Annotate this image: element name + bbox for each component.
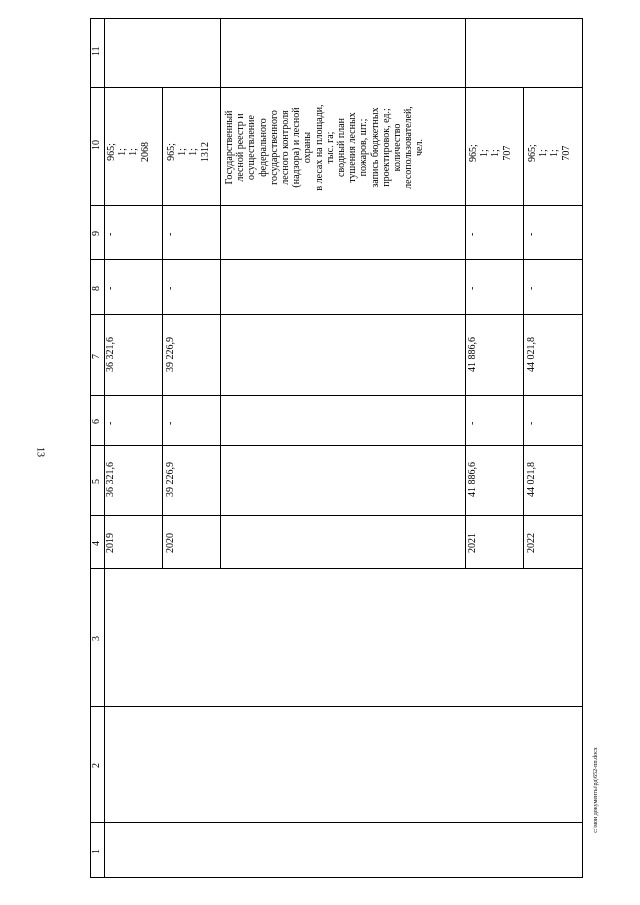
col-sep-3-2 [90, 706, 583, 707]
col-header: 8 [91, 286, 102, 291]
col-header: 6 [91, 419, 102, 424]
row-value-cell: - [165, 286, 176, 290]
row-sep-2019-2020 [162, 87, 163, 569]
row-value-cell: 36 321,6 [105, 337, 116, 372]
row-code-cell: 965; 1; 1; 707 [468, 144, 513, 162]
row-value-cell: 41 886,6 [467, 337, 478, 372]
row-sep-2020-section [220, 18, 221, 569]
row-code-cell: 965; 1; 1; 1312 [166, 142, 211, 162]
col-header: 11 [91, 46, 102, 56]
footer-file-path: c:\мои документы\рд\652-пп.docx [593, 747, 599, 833]
col-header: 7 [91, 354, 102, 359]
col-header: 4 [91, 541, 102, 546]
row-value-cell: 44 021,8 [526, 337, 537, 372]
col-sep-11-10 [90, 87, 583, 88]
table-border-bottom [90, 877, 583, 878]
page-number: 13 [34, 447, 46, 457]
col-header: 5 [91, 479, 102, 484]
row-value-cell: - [165, 421, 176, 425]
row-value-cell: 41 886,6 [467, 462, 478, 497]
row-value-cell: - [105, 232, 116, 236]
col-header: 1 [91, 849, 102, 854]
col-header: 3 [91, 636, 102, 641]
row-value-cell: 44 021,8 [526, 462, 537, 497]
col-header: 2 [91, 763, 102, 768]
row-value-cell: - [467, 286, 478, 290]
col-sep-2-1 [90, 822, 583, 823]
header-row-separator [104, 18, 105, 878]
row-year-cell: 2022 [526, 533, 537, 553]
col-sep-5-4 [90, 515, 583, 516]
row-code-cell: 965; 1; 1; 2068 [106, 142, 151, 162]
row-sep-section-2021 [465, 18, 466, 569]
col-sep-4-3 [90, 568, 583, 569]
table-border-top [90, 18, 583, 19]
row-value-cell: - [105, 286, 116, 290]
row-value-cell: - [467, 232, 478, 236]
row-value-cell: - [526, 421, 537, 425]
col-header: 10 [91, 140, 102, 150]
col-sep-9-8 [90, 259, 583, 260]
table-border-right [582, 18, 583, 878]
row-value-cell: - [526, 232, 537, 236]
section-description: Государственный лесной реестр и осуществление федерального государственного лесного контроля (надзора) и лесной охраны в лесах на площади, тыс. га; сводный план тушения лесных пожаров, шт.; запись бюджетных проектировок, ед.; количество лесопользователей, чел. [224, 104, 426, 191]
row-value-cell: - [526, 286, 537, 290]
row-value-cell: 39 226,9 [165, 462, 176, 497]
row-value-cell: 39 226,9 [165, 337, 176, 372]
col-sep-6-5 [90, 445, 583, 446]
row-value-cell: 36 321,6 [105, 462, 116, 497]
row-value-cell: - [165, 232, 176, 236]
row-year-cell: 2020 [165, 533, 176, 553]
col-sep-8-7 [90, 314, 583, 315]
col-sep-10-9 [90, 205, 583, 206]
col-sep-7-6 [90, 395, 583, 396]
row-value-cell: - [105, 421, 116, 425]
row-year-cell: 2021 [467, 533, 478, 553]
row-value-cell: - [467, 421, 478, 425]
row-year-cell: 2019 [105, 533, 116, 553]
col-header: 9 [91, 231, 102, 236]
row-sep-2021-2022 [523, 87, 524, 569]
row-code-cell: 965; 1; 1; 707 [527, 144, 572, 162]
